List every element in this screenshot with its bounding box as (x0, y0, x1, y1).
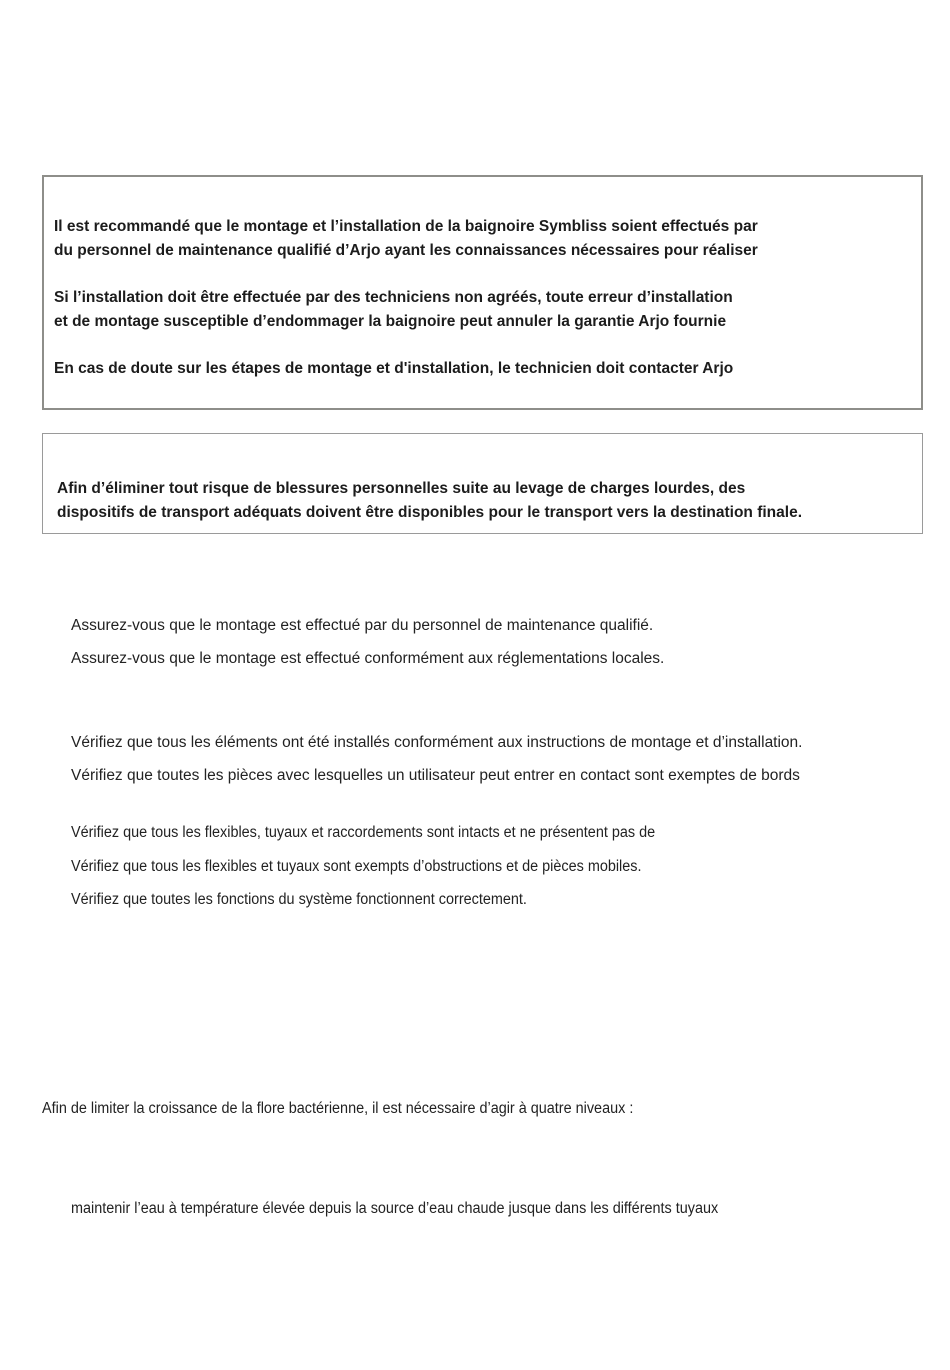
verification-check-item: Vérifiez que tous les éléments ont été installés conformément aux instructions de montage et d’installation. (71, 734, 803, 751)
warning-text-line: Il est recommandé que le montage et l’installation de la baignoire Symbliss soient effectués par (54, 218, 758, 235)
verification-check-item: Vérifiez que toutes les pièces avec lesquelles un utilisateur peut entrer en contact sont exemptes de bords (71, 767, 800, 784)
bacteria-intro: Afin de limiter la croissance de la flore bactérienne, il est nécessaire d’agir à quatre niveaux : (42, 1100, 634, 1117)
warning-text-line: et de montage susceptible d’endommager la baignoire peut annuler la garantie Arjo fournie (54, 313, 727, 330)
caution-text-line: dispositifs de transport adéquats doivent être disponibles pour le transport vers la destination finale. (57, 504, 802, 521)
verification-check-item: Vérifiez que toutes les fonctions du système fonctionnent correctement. (71, 891, 527, 908)
bacteria-level-item: maintenir l’eau à température élevée depuis la source d’eau chaude jusque dans les différents tuyaux (71, 1200, 719, 1217)
assembly-check-item: Assurez-vous que le montage est effectué conformément aux réglementations locales. (71, 650, 665, 667)
warning-text-line: du personnel de maintenance qualifié d’Arjo ayant les connaissances nécessaires pour réaliser (54, 242, 758, 259)
assembly-check-item: Assurez-vous que le montage est effectué par du personnel de maintenance qualifié. (71, 617, 654, 634)
warning-text-line: Si l’installation doit être effectuée par des techniciens non agréés, toute erreur d’installation (54, 289, 733, 306)
warning-box (42, 175, 923, 410)
caution-text-line: Afin d’éliminer tout risque de blessures personnelles suite au levage de charges lourdes, des (57, 480, 746, 497)
caution-box (42, 433, 923, 534)
verification-check-item: Vérifiez que tous les flexibles, tuyaux et raccordements sont intacts et ne présentent pas de (71, 824, 656, 841)
warning-text-line: En cas de doute sur les étapes de montage et d'installation, le technicien doit contacter Arjo (54, 360, 734, 377)
verification-check-item: Vérifiez que tous les flexibles et tuyaux sont exempts d’obstructions et de pièces mobiles. (71, 858, 642, 875)
